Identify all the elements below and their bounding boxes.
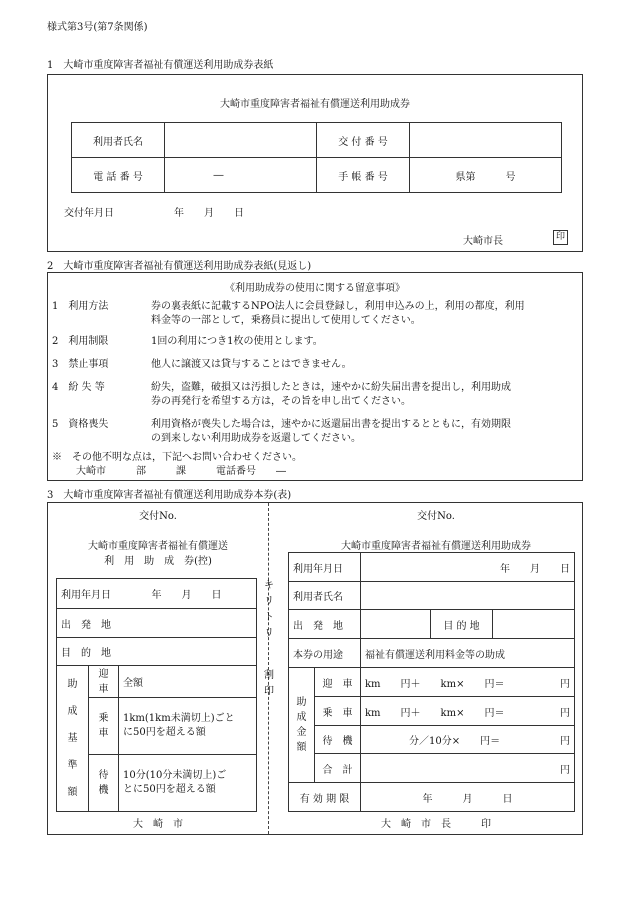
section1-heading: 1 大崎市重度障害者福祉有償運送利用助成券表紙 [47,60,274,71]
issue-date: 交付年月日 年 月 日 [64,208,244,219]
stub-ride-value: 1km(1km未満切上)ごと に50円を超える額 [119,698,257,755]
note-text-1b: 料金等の一部として，乗務員に提出して使用してください。 [151,315,421,326]
stub-wait-label: 待 機 [89,755,119,812]
stub-base-label: 助 成 基 準 額 [57,666,89,812]
stub-origin[interactable]: 出 発 地 [57,609,257,638]
ticket-pickup-calc[interactable]: km 円＋ km× 円＝ 円 [361,668,575,697]
stub-dest[interactable]: 目 的 地 [57,638,257,666]
stub-title-2: 利 用 助 成 券(控) [104,556,212,567]
ticket-amount-label: 助 成 金 額 [289,668,315,783]
issue-number-field[interactable] [410,123,562,158]
ticket-table [288,552,575,812]
ticket-date-label: 利用年月日 [289,553,361,582]
stub-ride-label: 乗 車 [89,698,119,755]
ticket-user-label: 利用者氏名 [289,582,361,610]
ticket-origin-field[interactable] [361,610,431,639]
ticket-ride-calc[interactable]: km 円＋ km× 円＝ 円 [361,697,575,726]
note-label-5: 5 資格喪失 [52,419,109,430]
form-number: 様式第3号(第7条関係) [47,22,148,33]
stub-table [56,578,257,812]
note-label-4: 4 紛 失 等 [52,382,105,393]
handbook-field[interactable]: 県第 号 [410,158,562,193]
phone-label: 電 話 番 号 [72,158,165,193]
ticket-wait-calc[interactable]: 分／10分× 円＝ 円 [361,726,575,754]
stub-title-1: 大崎市重度障害者福祉有償運送 [88,541,228,552]
note-text-4a: 紛失，盗難，破損又は汚損したときは，速やかに紛失届出書を提出し，利用助成 [151,382,511,393]
handbook-label: 手 帳 番 号 [317,158,410,193]
cover-table [71,122,562,193]
ticket-expiry-label: 有 効 期 限 [289,783,361,812]
note-text-5b: の到来しない利用助成券を返還してください。 [151,433,361,444]
ticket-expiry-field[interactable]: 年 月 日 [361,783,575,812]
note-text-4b: 券の再発行を希望する方は，その旨を申し出てください。 [151,396,411,407]
notes-box [47,272,583,481]
note-text-2a: 1回の利用につき1枚の使用とします。 [151,336,323,347]
ticket-purpose-label: 本券の用途 [289,639,361,668]
section2-heading: 2 大崎市重度障害者福祉有償運送利用助成券表紙(見返し) [47,261,312,272]
issue-number-label: 交 付 番 号 [317,123,410,158]
note-label-1: 1 利用方法 [52,301,109,312]
ticket-dest-label: 目 的 地 [431,610,493,639]
ticket-wait-label: 待 機 [315,726,361,754]
cover-title: 大崎市重度障害者福祉有償運送利用助成券 [220,99,410,110]
note-label-3: 3 禁止事項 [52,359,109,370]
seal-icon: 印 [553,230,568,245]
ticket-total-field[interactable]: 円 [361,754,575,783]
stub-pickup-label: 迎 車 [89,666,119,698]
stub-issue-no: 交付No. [139,511,177,522]
note-text-3a: 他人に譲渡又は貸与することはできません。 [151,359,352,370]
notes-inquiry: ※ その他不明な点は，下記へお問い合わせください。 [52,452,302,463]
note-label-2: 2 利用制限 [52,336,109,347]
ticket-total-label: 合 計 [315,754,361,783]
ticket-date-field[interactable]: 年 月 日 [361,553,575,582]
ticket-origin-label: 出 発 地 [289,610,361,639]
ticket-box [47,502,583,835]
notes-contact: 大崎市 部 課 電話番号 ― [76,466,286,477]
ticket-user-field[interactable] [361,582,575,610]
note-text-5a: 利用資格が喪失した場合は，速やかに返還届出書を提出するとともに，有効期限 [151,419,511,430]
notes-title: 《利用助成券の使用に関する留意事項》 [225,283,405,294]
stub-footer: 大 崎 市 [133,819,183,830]
ticket-pickup-label: 迎 車 [315,668,361,697]
ticket-footer: 大 崎 市 長 印 [381,819,491,830]
mayor-label: 大崎市長 [463,236,503,247]
stub-pickup-value: 全額 [119,666,257,698]
ticket-issue-no: 交付No. [417,511,455,522]
phone-field[interactable]: ― [165,158,317,193]
user-name-label: 利用者氏名 [72,123,165,158]
stub-wait-value: 10分(10分未満切上)ご とに50円を超える額 [119,755,257,812]
ticket-title: 大崎市重度障害者福祉有償運送利用助成券 [341,541,531,552]
note-text-1a: 券の裏表紙に記載するNPO法人に会員登録し，利用申込みの上，利用の都度，利用 [151,301,525,312]
ticket-purpose-value: 福祉有償運送利用料金等の助成 [361,639,575,668]
section3-heading: 3 大崎市重度障害者福祉有償運送利用助成券本券(表) [47,490,292,501]
ticket-dest-field[interactable] [493,610,575,639]
cover-box [47,74,583,252]
ticket-ride-label: 乗 車 [315,697,361,726]
perforation-label: キ リ ト リ 割 印 [264,580,274,697]
stub-date-row[interactable]: 利用年月日 年 月 日 [57,579,257,609]
user-name-field[interactable] [165,123,317,158]
